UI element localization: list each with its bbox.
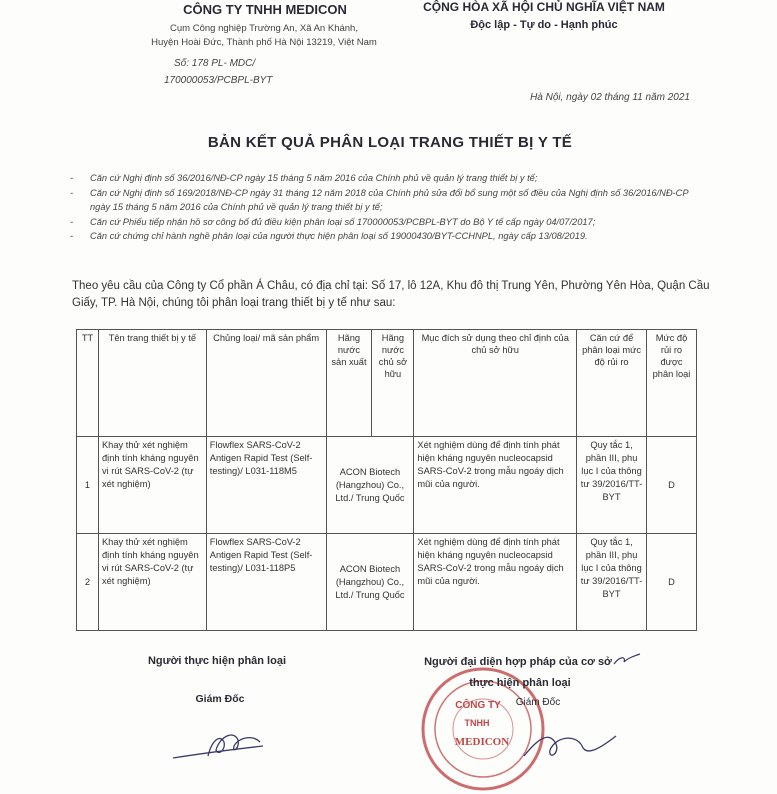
table-header-row <box>77 330 697 437</box>
document-number-line-2: 170000053/PCBPL-BYT <box>164 75 273 86</box>
header-cell: Căn cứ để phân loại mức độ rủi ro <box>577 330 647 437</box>
legal-basis-text: Căn cứ Nghị định số 36/2016/NĐ-CP ngày 15 tháng 5 năm 2016 của Chính phủ về quản lý trang thiết bị y tế; <box>90 173 538 183</box>
representative-role: Giám Đốc <box>515 697 561 708</box>
table-row <box>77 437 697 534</box>
address-line-1: Cụm Công nghiệp Trường An, Xã An Khánh, <box>170 23 358 34</box>
cell-purpose: Xét nghiệm dùng để định tính phát hiện kháng nguyên nucleocapsid SARS-CoV-2 trong mẫu ngoáy dịch mũi của người. <box>414 534 577 631</box>
document-title: BẢN KẾT QUẢ PHÂN LOẠI TRANG THIẾT BỊ Y TẾ <box>207 134 573 151</box>
classifier-signature-label: Người thực hiện phân loại <box>147 655 287 667</box>
handwritten-signature <box>168 720 308 770</box>
cell-risk: D <box>647 534 697 631</box>
header-cell: Chủng loại/ mã sản phẩm <box>206 330 326 437</box>
document-date: Hà Nội, ngày 02 tháng 11 năm 2021 <box>530 92 690 103</box>
stamp-text: CÔNG TY <box>455 700 501 711</box>
header-cell: Hãng nước chủ sở hữu <box>372 330 414 437</box>
legal-basis-text: Căn cứ Phiếu tiếp nhận hồ sơ công bố đủ điều kiện phân loại số 170000053/PCBPL-BYT do Bộ Y tế cấp ngày 04/07/2017; <box>90 216 596 227</box>
pen-mark-icon <box>612 650 642 670</box>
cell-risk: D <box>647 437 697 534</box>
cell-name: Khay thử xét nghiệm định tính kháng nguyên vi rút SARS-CoV-2 (tự xét nghiệm) <box>98 437 206 534</box>
header-cell: Mục đích sử dụng theo chỉ định của chủ sở hữu <box>414 330 577 437</box>
header-cell: Tên trang thiết bị y tế <box>98 330 206 437</box>
cell-tt: 2 <box>77 534 99 631</box>
cell-model: Flowflex SARS-CoV-2 Antigen Rapid Test (Self-testing)/ L031-118P5 <box>206 534 326 631</box>
stamp-text: TNHH <box>464 718 490 728</box>
company-address <box>84 22 444 50</box>
legal-basis-item: - Căn cứ Nghị định số 169/2018/NĐ-CP ngày 31 tháng 12 năm 2018 của Chính phủ sửa đổi bổ sung một số điều của Nghị định số 36/2016/NĐ-CP ngày 15 tháng 5 năm 2016 của Chính phủ về quản lý trang thiết bị y tế; <box>70 186 710 215</box>
document-number-line-1: Số: 178 PL- MDC/ <box>174 58 256 69</box>
handwritten-signature <box>520 726 620 772</box>
address-line-2: Huyện Hoài Đức, Thành phố Hà Nội 13219, Việt Nam <box>151 37 377 48</box>
classification-table <box>76 329 697 631</box>
cell-purpose: Xét nghiệm dùng để định tính phát hiện kháng nguyên nucleocapsid SARS-CoV-2 trong mẫu ngoáy dịch mũi của người. <box>414 437 577 534</box>
header-cell: TT <box>77 330 99 437</box>
cell-basis: Quy tắc 1, phần III, phụ lục I của thông tư 39/2016/TT-BYT <box>577 534 647 631</box>
legal-basis-item: - Căn cứ Phiếu tiếp nhận hồ sơ công bố đủ điều kiện phân loại số 170000053/PCBPL-BYT do Bộ Y tế cấp ngày 04/07/2017; <box>70 215 710 230</box>
legal-bases <box>70 171 710 244</box>
legal-basis-item: - Căn cứ Nghị định số 36/2016/NĐ-CP ngày 15 tháng 5 năm 2016 của Chính phủ về quản lý trang thiết bị y tế; <box>70 171 710 186</box>
table-row <box>77 534 697 631</box>
company-name: CÔNG TY TNHH MEDICON <box>183 2 347 17</box>
header-cell: Hãng nước sản xuất <box>326 330 372 437</box>
legal-basis-text: Căn cứ Nghị định số 169/2018/NĐ-CP ngày 31 tháng 12 năm 2018 của Chính phủ sửa đổi bổ sung một số điều của Nghị định số 36/2016/NĐ-CP ngày 15 tháng 5 năm 2016 của Chính phủ về quản lý trang thiết bị y tế; <box>90 187 689 212</box>
document-number <box>160 55 390 89</box>
header-cell: Mức độ rủi ro được phân loại <box>647 330 697 437</box>
national-title: CỘNG HÒA XÃ HỘI CHỦ NGHĨA VIỆT NAM <box>423 0 665 14</box>
national-motto: Độc lập - Tự do - Hạnh phúc <box>470 19 618 31</box>
cell-tt: 1 <box>77 437 99 534</box>
legal-basis-item: - Căn cứ chứng chỉ hành nghề phân loại của người thực hiện phân loại số 19000430/BYT-CCHNPL, ngày cấp 13/08/2019. <box>70 229 710 244</box>
representative-signature-label-2: thực hiện phân loại <box>469 677 571 689</box>
stamp-text: MEDICON <box>454 736 510 748</box>
cell-manufacturer: ACON Biotech (Hangzhou) Co., Ltd./ Trung Quốc <box>326 437 414 534</box>
cell-basis: Quy tắc 1, phần III, phụ lục I của thông tư 39/2016/TT-BYT <box>577 437 647 534</box>
request-paragraph: Theo yêu cầu của Công ty Cổ phần Á Châu, có địa chỉ tại: Số 17, lô 12A, Khu đô thị Trung Yên, Phường Yên Hòa, Quận Cầu Giấy, TP. Hà Nội, chúng tôi phân loại trang thiết bị y tế như sau: <box>72 280 710 309</box>
cell-name: Khay thử xét nghiệm định tính kháng nguyên vi rút SARS-CoV-2 (tự xét nghiệm) <box>98 534 206 631</box>
classifier-role: Giám Đốc <box>195 693 245 705</box>
cell-model: Flowflex SARS-CoV-2 Antigen Rapid Test (Self-testing)/ L031-118M5 <box>206 437 326 534</box>
cell-manufacturer: ACON Biotech (Hangzhou) Co., Ltd./ Trung Quốc <box>326 534 414 631</box>
legal-basis-text: Căn cứ chứng chỉ hành nghề phân loại của người thực hiện phân loại số 19000430/BYT-CCHNPL, ngày cấp 13/08/2019. <box>90 231 588 241</box>
representative-signature-label: Người đại diện hợp pháp của cơ sở <box>424 656 612 668</box>
